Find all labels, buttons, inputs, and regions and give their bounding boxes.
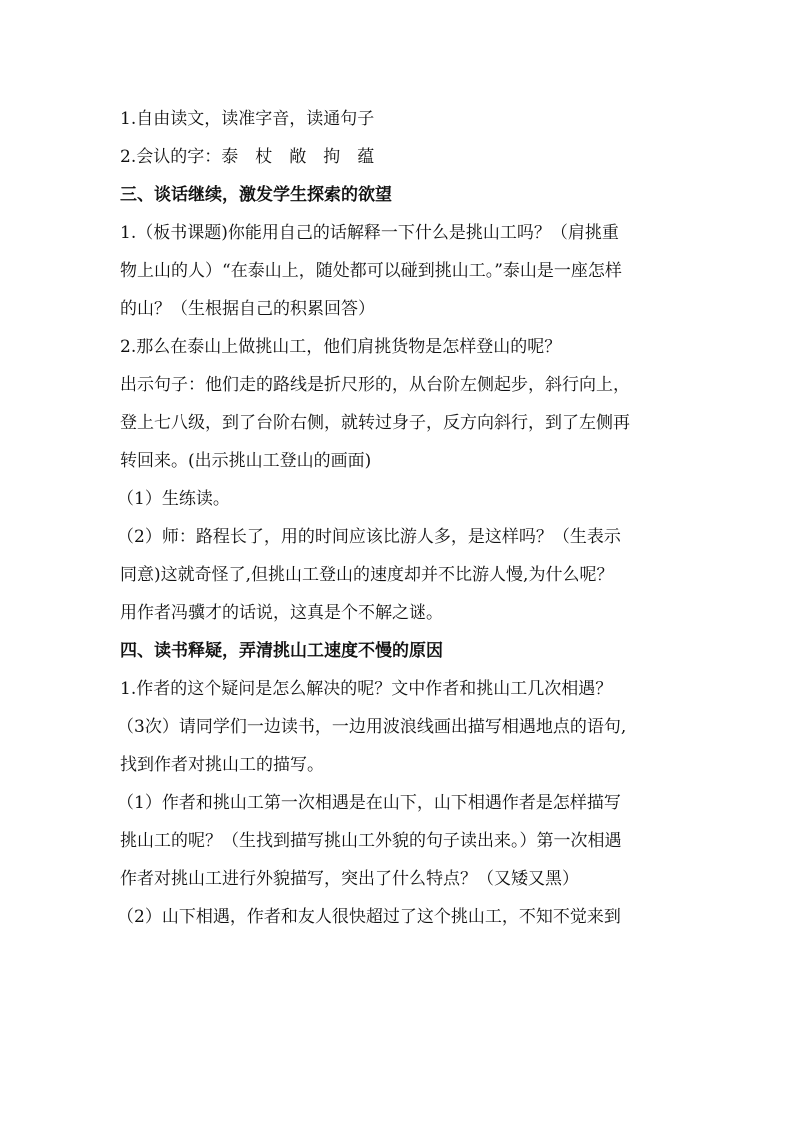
text-line: 1.自由读文，读准字音，读通句子 <box>120 109 375 129</box>
text-line: 用作者冯骥才的话说，这真是个不解之谜。 <box>120 603 443 623</box>
text-line: （2）山下相遇，作者和友人很快超过了这个挑山工，不知不觉来到 <box>117 907 621 927</box>
document-body <box>117 100 680 936</box>
text-line: （1）生练读。 <box>117 489 230 509</box>
text-line: 作者对挑山工进行外貌描写，突出了什么特点？（又矮又黑） <box>120 869 579 889</box>
text-line: 挑山工的呢？（生找到描写挑山工外貌的句子读出来。）第一次相遇 <box>120 831 622 851</box>
text-line: 2.会认的字：泰 杖 敞 拘 蕴 <box>120 147 375 167</box>
text-line: 1.（板书课题)你能用自己的话解释一下什么是挑山工吗？（肩挑重 <box>120 223 619 243</box>
text-line: 转回来。(出示挑山工登山的画面) <box>120 451 372 471</box>
text-line: 登上七八级，到了台阶右侧，就转过身子，反方向斜行，到了左侧再 <box>120 413 630 433</box>
text-line: （2）师：路程长了，用的时间应该比游人多，是这样吗？（生表示 <box>117 527 621 547</box>
section-heading: 三、谈话继续，激发学生探索的欲望 <box>120 185 392 205</box>
text-line: 2.那么在泰山上做挑山工，他们肩挑货物是怎样登山的呢？ <box>120 337 562 357</box>
text-line: 的山？（生根据自己的积累回答） <box>120 299 375 319</box>
text-line: 找到作者对挑山工的描写。 <box>120 755 324 775</box>
text-line: 同意)这就奇怪了,但挑山工登山的速度却并不比游人慢,为什么呢？ <box>120 565 614 585</box>
text-line: （1）作者和挑山工第一次相遇是在山下，山下相遇作者是怎样描写 <box>117 793 621 813</box>
section-heading: 四、读书释疑，弄清挑山工速度不慢的原因 <box>120 641 443 661</box>
text-line: 1.作者的这个疑问是怎么解决的呢？文中作者和挑山工几次相遇？ <box>120 679 613 699</box>
text-line: （3次）请同学们一边读书，一边用波浪线画出描写相遇地点的语句, <box>117 717 627 737</box>
text-line: 出示句子：他们走的路线是折尺形的，从台阶左侧起步，斜行向上， <box>120 375 630 395</box>
text-line: 物上山的人）“在泰山上，随处都可以碰到挑山工。”泰山是一座怎样 <box>120 261 622 281</box>
